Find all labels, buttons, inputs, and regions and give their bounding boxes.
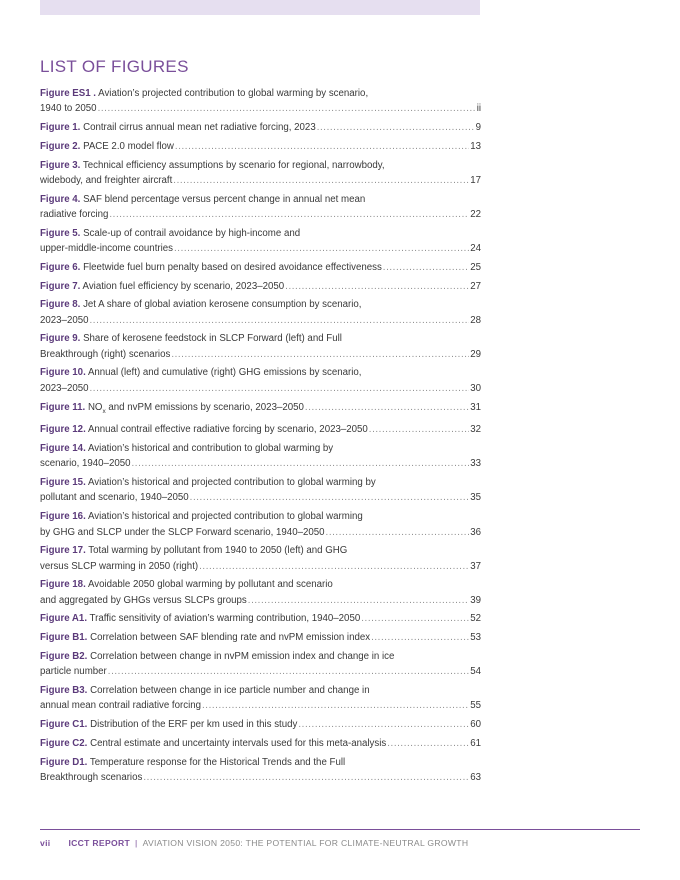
toc-text <box>40 241 173 256</box>
figure-title-text: 1940 to 2050 <box>40 103 97 115</box>
dot-leader <box>173 173 469 188</box>
figure-title-subscript: x <box>102 407 106 415</box>
toc-text <box>40 577 333 592</box>
dot-leader <box>174 241 469 256</box>
figure-title-text: Annual (left) and cumulative (right) GHG emissions by scenario, <box>87 367 362 379</box>
dot-leader <box>383 260 469 275</box>
toc-text <box>40 279 284 294</box>
toc-text <box>40 509 363 524</box>
toc-entry[interactable] <box>40 755 481 786</box>
dot-leader <box>305 400 469 415</box>
toc-entry[interactable] <box>40 611 481 626</box>
figure-label: Figure ES1 . <box>40 88 96 99</box>
page-number: 61 <box>470 737 481 749</box>
figure-title-text: widebody, and freighter aircraft <box>40 174 173 186</box>
dot-leader <box>371 630 469 645</box>
figure-title-text: 2023–2050 <box>40 314 89 326</box>
toc-text <box>40 456 131 471</box>
toc-entry[interactable] <box>40 139 481 154</box>
page-number: 33 <box>470 458 481 470</box>
toc-line <box>40 139 481 154</box>
toc-text <box>40 331 342 346</box>
figure-title-text: Total warming by pollutant from 1940 to 2050 (left) and GHG <box>88 545 348 557</box>
toc-text <box>40 313 89 328</box>
toc-line <box>40 543 481 558</box>
figure-label: Figure 6. <box>40 261 81 273</box>
toc-line <box>40 755 481 770</box>
toc-text <box>40 698 201 713</box>
toc-line <box>40 260 481 275</box>
figure-title-text: by GHG and SLCP under the SLCP Forward scenario, 1940–2050 <box>40 526 325 538</box>
toc-text <box>40 192 365 207</box>
page-number: 37 <box>470 560 481 572</box>
page-number: 35 <box>470 492 481 504</box>
page-number: 22 <box>470 209 481 221</box>
figure-label: Figure 17. <box>40 545 86 557</box>
figure-title-text: versus SLCP warming in 2050 (right) <box>40 560 199 572</box>
toc-line <box>40 158 481 173</box>
toc-line <box>40 207 481 222</box>
figure-title-text: Aviation’s historical and projected contribution to global warming by <box>87 477 376 489</box>
toc-entry[interactable] <box>40 543 481 574</box>
figure-title-text: Share of kerosene feedstock in SLCP Forward (left) and Full <box>83 333 342 345</box>
toc-line <box>40 347 481 362</box>
page-number: 17 <box>470 174 481 186</box>
page-number: 29 <box>470 348 481 360</box>
toc-text <box>40 226 300 241</box>
toc-line <box>40 717 481 732</box>
toc-line <box>40 770 481 785</box>
dot-leader <box>369 422 469 437</box>
toc-text <box>40 400 304 419</box>
figure-label: Figure C2. <box>40 737 88 749</box>
dot-leader <box>132 456 470 471</box>
figure-title-text: SAF blend percentage versus percent change in annual net mean <box>83 193 366 205</box>
toc-line <box>40 297 481 312</box>
dot-leader <box>202 698 469 713</box>
figure-title-text: and aggregated by GHGs versus SLCPs groups <box>40 594 247 606</box>
toc-line <box>40 559 481 574</box>
toc-text <box>40 86 368 101</box>
toc-text <box>40 755 345 770</box>
toc-line <box>40 593 481 608</box>
toc-line <box>40 86 481 101</box>
toc-line <box>40 400 481 419</box>
toc-text <box>40 347 170 362</box>
figure-title-text: Avoidable 2050 global warming by pollutant and scenario <box>87 579 333 591</box>
figure-title-text: particle number <box>40 666 107 678</box>
toc-line <box>40 422 481 437</box>
figure-title-text: pollutant and scenario, 1940–2050 <box>40 492 189 504</box>
figure-title-text: Contrail cirrus annual mean net radiative forcing, 2023 <box>83 122 316 134</box>
footer-separator: | <box>135 838 138 848</box>
toc-entry[interactable] <box>40 422 481 437</box>
figure-title-text: Breakthrough scenarios <box>40 771 143 783</box>
toc-line <box>40 509 481 524</box>
figure-label: Figure 10. <box>40 367 86 379</box>
dot-leader <box>387 736 469 751</box>
figure-title-text: Correlation between change in ice particle number and change in <box>90 684 370 696</box>
page-number: 54 <box>470 666 481 678</box>
header-band <box>40 0 480 15</box>
toc-text <box>40 207 108 222</box>
toc-entry[interactable] <box>40 192 481 223</box>
figure-list <box>40 86 481 789</box>
figure-label: Figure 9. <box>40 333 81 345</box>
figure-title-text: Scale-up of contrail avoidance by high-income and <box>83 227 301 239</box>
toc-text <box>40 139 174 154</box>
figure-title-text: Jet A share of global aviation kerosene consumption by scenario, <box>83 299 362 311</box>
dot-leader <box>109 207 469 222</box>
toc-entry[interactable] <box>40 577 481 608</box>
toc-line <box>40 475 481 490</box>
figure-label: Figure 11. <box>40 401 86 413</box>
toc-text <box>40 365 361 380</box>
toc-text <box>40 770 142 785</box>
toc-text <box>40 297 362 312</box>
figure-label: Figure B3. <box>40 684 88 696</box>
toc-text <box>40 611 360 626</box>
toc-text <box>40 260 382 275</box>
toc-text <box>40 664 107 679</box>
toc-entry[interactable] <box>40 158 481 189</box>
figure-label: Figure C1. <box>40 719 88 731</box>
figure-title-text: annual mean contrail radiative forcing <box>40 700 202 712</box>
figure-label: Figure 7. <box>40 280 81 292</box>
toc-entry[interactable] <box>40 717 481 732</box>
toc-line <box>40 365 481 380</box>
footer-page-number: vii <box>40 838 51 848</box>
dot-leader <box>248 593 469 608</box>
figure-label: Figure B1. <box>40 632 88 644</box>
toc-line <box>40 683 481 698</box>
figure-label: Figure 14. <box>40 442 86 454</box>
toc-entry[interactable] <box>40 400 481 419</box>
figure-title-text: Central estimate and uncertainty intervals used for this meta-analysis <box>90 737 387 749</box>
figure-title-text: Distribution of the ERF per km used in this study <box>90 719 298 731</box>
page-footer <box>40 838 468 848</box>
page-number: 39 <box>470 594 481 606</box>
dot-leader <box>199 559 469 574</box>
toc-line <box>40 490 481 505</box>
page-number: 63 <box>470 771 481 783</box>
figure-title-text: Correlation between SAF blending rate and nvPM emission index <box>90 632 371 644</box>
page-number: 13 <box>470 140 481 152</box>
dot-leader <box>108 664 469 679</box>
toc-text <box>40 120 316 135</box>
toc-line <box>40 241 481 256</box>
dot-leader <box>361 611 469 626</box>
dot-leader <box>98 101 476 116</box>
figure-label: Figure 16. <box>40 511 86 523</box>
dot-leader <box>190 490 470 505</box>
figure-title-text: Aviation fuel efficiency by scenario, 2023–2050 <box>82 280 285 292</box>
figure-title-text: Annual contrail effective radiative forcing by scenario, 2023–2050 <box>87 424 368 436</box>
toc-line <box>40 736 481 751</box>
dot-leader <box>175 139 469 154</box>
toc-text <box>40 381 89 396</box>
toc-line <box>40 381 481 396</box>
toc-line <box>40 577 481 592</box>
toc-text <box>40 158 385 173</box>
page-number: 27 <box>470 280 481 292</box>
toc-entry[interactable] <box>40 331 481 362</box>
toc-text <box>40 559 198 574</box>
toc-entry[interactable] <box>40 279 481 294</box>
figure-label: Figure 12. <box>40 424 86 436</box>
figure-title-text: Traffic sensitivity of aviation’s warming contribution, 1940–2050 <box>89 613 361 625</box>
dot-leader <box>90 381 470 396</box>
figure-label: Figure 1. <box>40 122 81 134</box>
page-number: 60 <box>470 719 481 731</box>
footer-org: ICCT REPORT <box>68 838 131 848</box>
page-number: 9 <box>475 122 481 134</box>
figure-title-text: Aviation’s historical and projected contribution to global warming <box>87 511 363 523</box>
toc-text <box>40 736 386 751</box>
figure-label: Figure A1. <box>40 613 88 625</box>
toc-text <box>40 649 394 664</box>
toc-text <box>40 717 297 732</box>
figure-title-text: Temperature response for the Historical Trends and the Full <box>89 756 346 768</box>
dot-leader <box>326 525 470 540</box>
page-number: ii <box>476 103 481 115</box>
toc-line <box>40 664 481 679</box>
dot-leader <box>90 313 470 328</box>
figure-title-text: upper-middle-income countries <box>40 243 173 255</box>
toc-entry[interactable] <box>40 260 481 275</box>
toc-line <box>40 173 481 188</box>
toc-text <box>40 101 97 116</box>
toc-text <box>40 422 368 437</box>
toc-entry[interactable] <box>40 630 481 645</box>
toc-entry[interactable] <box>40 297 481 328</box>
figure-label: Figure 18. <box>40 579 86 591</box>
toc-text <box>40 173 172 188</box>
figure-label: Figure 15. <box>40 477 86 489</box>
figure-title-text: Aviation’s projected contribution to global warming by scenario, <box>98 88 369 99</box>
page-number: 31 <box>470 401 481 413</box>
toc-entry[interactable] <box>40 226 481 257</box>
toc-entry[interactable] <box>40 86 481 117</box>
figure-title-text: scenario, 1940–2050 <box>40 458 131 470</box>
figure-title-text: radiative forcing <box>40 209 109 221</box>
toc-line <box>40 525 481 540</box>
toc-line <box>40 698 481 713</box>
toc-text <box>40 525 325 540</box>
figure-title-text: Fleetwide fuel burn penalty based on desired avoidance effectiveness <box>83 261 382 273</box>
toc-text <box>40 630 370 645</box>
toc-entry[interactable] <box>40 120 481 135</box>
toc-text <box>40 475 376 490</box>
toc-line <box>40 331 481 346</box>
toc-text <box>40 593 247 608</box>
figure-label: Figure 2. <box>40 140 81 152</box>
toc-line <box>40 192 481 207</box>
toc-text <box>40 490 189 505</box>
toc-line <box>40 611 481 626</box>
toc-line <box>40 313 481 328</box>
dot-leader <box>285 279 469 294</box>
figure-label: Figure 8. <box>40 299 81 311</box>
toc-line <box>40 101 481 116</box>
figure-title-text: PACE 2.0 model flow <box>83 140 174 152</box>
toc-line <box>40 441 481 456</box>
figure-title-text: NO <box>87 401 103 413</box>
figure-title-text: 2023–2050 <box>40 382 89 394</box>
figure-title-text: Technical efficiency assumptions by scenario for regional, narrowbody, <box>82 159 385 171</box>
dot-leader <box>317 120 475 135</box>
toc-line <box>40 649 481 664</box>
page-number: 55 <box>470 700 481 712</box>
toc-entry[interactable] <box>40 683 481 714</box>
page-number: 25 <box>470 261 481 273</box>
toc-entry[interactable] <box>40 509 481 540</box>
toc-line <box>40 456 481 471</box>
footer-report-title: AVIATION VISION 2050: THE POTENTIAL FOR CLIMATE-NEUTRAL GROWTH <box>142 838 469 848</box>
page-number: 30 <box>470 382 481 394</box>
toc-text <box>40 441 333 456</box>
figure-title-text: Breakthrough (right) scenarios <box>40 348 171 360</box>
toc-text <box>40 543 347 558</box>
toc-line <box>40 630 481 645</box>
toc-entry[interactable] <box>40 736 481 751</box>
figure-label: Figure D1. <box>40 756 88 768</box>
toc-line <box>40 226 481 241</box>
figure-title-text: Aviation’s historical and contribution to global warming by <box>87 442 334 454</box>
figure-label: Figure 3. <box>40 159 81 171</box>
page-number: 36 <box>470 526 481 538</box>
figure-label: Figure 5. <box>40 227 81 239</box>
toc-entry[interactable] <box>40 649 481 680</box>
page-number: 32 <box>470 424 481 436</box>
page-number: 28 <box>470 314 481 326</box>
toc-line <box>40 120 481 135</box>
page-title: LIST OF FIGURES <box>40 57 189 76</box>
dot-leader <box>298 717 469 732</box>
toc-entry[interactable] <box>40 365 481 396</box>
toc-entry[interactable] <box>40 441 481 472</box>
figure-label: Figure 4. <box>40 193 81 205</box>
footer-divider <box>40 829 640 830</box>
figure-title-text: and nvPM emissions by scenario, 2023–2050 <box>105 401 304 413</box>
toc-entry[interactable] <box>40 475 481 506</box>
figure-title-text: Correlation between change in nvPM emission index and change in ice <box>90 650 395 662</box>
page-number: 52 <box>470 613 481 625</box>
page-number: 53 <box>470 632 481 644</box>
dot-leader <box>171 347 469 362</box>
toc-text <box>40 683 370 698</box>
dot-leader <box>143 770 469 785</box>
figure-label: Figure B2. <box>40 650 88 662</box>
toc-line <box>40 279 481 294</box>
page-number: 24 <box>470 243 481 255</box>
